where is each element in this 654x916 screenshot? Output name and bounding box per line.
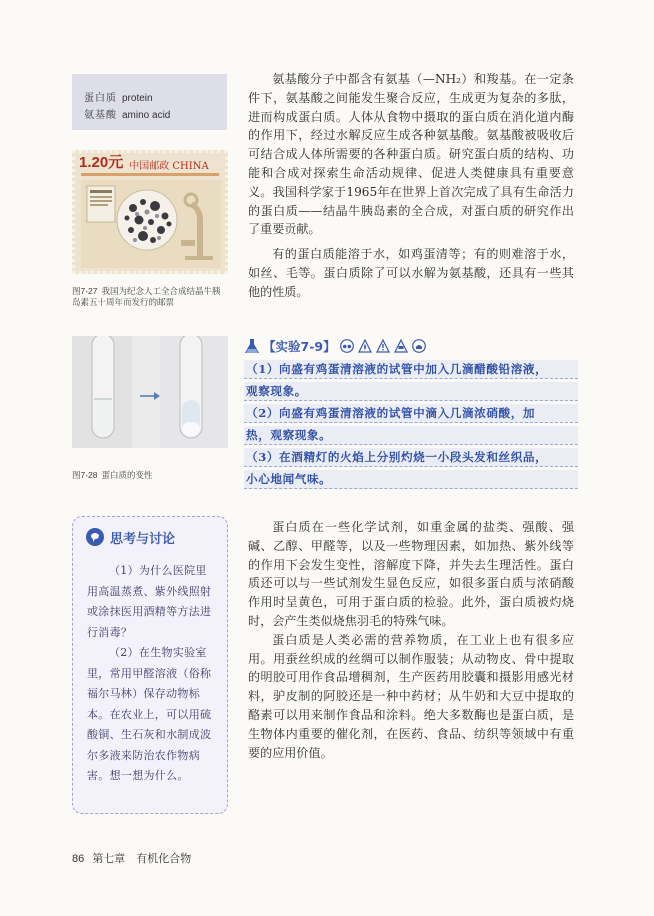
discussion-header [85,527,175,547]
discussion-question: （2）在生物实验室里，常用甲醛溶液（俗称福尔马林）保存动物标本。在农业上，可以用硫酸铜、生石灰和水制成波尔多液来防治农作物病害。想一想为什么。 [87,646,212,782]
discussion-box [72,516,228,814]
stamp-denomination: 1.20元 [79,154,124,171]
figure-number: 图7-27 [72,286,98,296]
glossary-term-en: protein [122,93,153,104]
stamp-header [79,156,221,172]
main-text-bottom [248,518,574,762]
glossary-row [84,107,227,124]
experiment-step-line: （3）在酒精灯的火焰上分别灼烧一小段头发和丝织品， [244,448,578,467]
figure-caption-text: 我国为纪念人工全合成结晶牛胰岛素五十周年而发行的邮票 [72,287,221,308]
glossary-term-cn: 蛋白质 [84,93,117,104]
main-text-top [248,70,574,302]
chapter-title: 第七章 有机化合物 [92,852,192,865]
figure-caption [72,470,153,482]
glossary-term-en: amino acid [122,110,171,121]
experiment-step-line: 观察现象。 [244,382,578,401]
heating-hazard-icon [358,339,372,353]
discussion-question: （1）为什么医院里用高温蒸煮、紫外线照射或涂抹医用酒精等方法进行消毒？ [87,564,212,639]
stamp-banner [81,173,219,176]
figure-caption [72,286,228,309]
stamp-title: 中国邮政 CHINA [129,161,209,172]
experiment-step-line: （2）向盛有鸡蛋清溶液的试管中滴入几滴浓硝酸，加 [244,404,578,423]
corrosive-hazard-icon [394,339,408,353]
experiment-flask-icon [244,338,260,354]
glossary-row [84,90,227,107]
goggles-icon [340,339,354,353]
experiment-steps [244,360,578,489]
stamp-artwork [81,180,221,268]
discussion-bubble-icon [85,527,105,547]
experiment-box [244,336,578,492]
glossary-term-cn: 氨基酸 [84,110,117,121]
paragraph: 蛋白质在一些化学试剂，如重金属的盐类、强酸、强碱、乙醇、甲醛等，以及一些物理因素，如加热、紫外线等的作用下会发生变性，溶解度下降，并失去生理活性。蛋白质还可以与一些试剂发生显色反应，如很多蛋白质与浓硝酸作用时呈黄色，可用于蛋白质的检验。此外，蛋白质被灼烧时，会产生类似烧焦羽毛的特殊气味。 [248,520,574,628]
paragraph: 蛋白质是人类必需的营养物质，在工业上也有很多应用。用蚕丝织成的丝绸可以制作服装；从动物皮、骨中提取的明胶可用作食品增稠剂，生产医药用胶囊和摄影用感光材料，驴皮制的阿胶还是一种中药材；从牛奶和大豆中提取的酪素可以用来制作食品和涂料。绝大多数酶也是蛋白质，是生物体内重要的催化剂，在医药、食品、纺织等领域中有重要的应用价值。 [248,632,574,760]
page-number: 86 [72,853,85,865]
experiment-step-line: （1）向盛有鸡蛋清溶液的试管中加入几滴醋酸铅溶液， [244,360,578,379]
hand-wash-icon [412,339,426,353]
discussion-body [87,561,215,787]
experiment-title: 【实验7-9】 [263,339,336,354]
glossary-box [72,74,227,130]
figure-number: 图7-28 [72,470,98,480]
discussion-title: 思考与讨论 [110,531,176,547]
test-tubes-photo [72,336,228,448]
paragraph: 有的蛋白质能溶于水，如鸡蛋清等；有的则难溶于水，如丝、毛等。蛋白质除了可以水解为氨基酸，还具有一些其他的性质。 [248,247,574,299]
paragraph: 氨基酸分子中都含有氨基（—NH₂）和羧基。在一定条件下，氨基酸之间能发生聚合反应，生成更为复杂的多肽，进而构成蛋白质。人体从食物中摄取的蛋白质在消化道内酶的作用下，经过水解反应生成各种氨基酸。氨基酸被吸收后可结合成人体所需要的各种蛋白质。研究蛋白质的结构、功能和合成对探索生命活动规律、促进人类健康具有重要意义。我国科学家于1965年在世界上首次完成了具有生命活力的蛋白质——结晶牛胰岛素的全合成，对蛋白质的研究作出了重要贡献。 [248,72,574,237]
experiment-step-line: 小心地闻气味。 [244,470,578,489]
warning-hazard-icon [376,339,390,353]
page-footer [72,850,191,866]
figure-caption-text: 蛋白质的变性 [101,471,153,481]
stamp-image [72,150,228,274]
experiment-step-line: 热，观察现象。 [244,426,578,445]
experiment-header [244,336,578,356]
